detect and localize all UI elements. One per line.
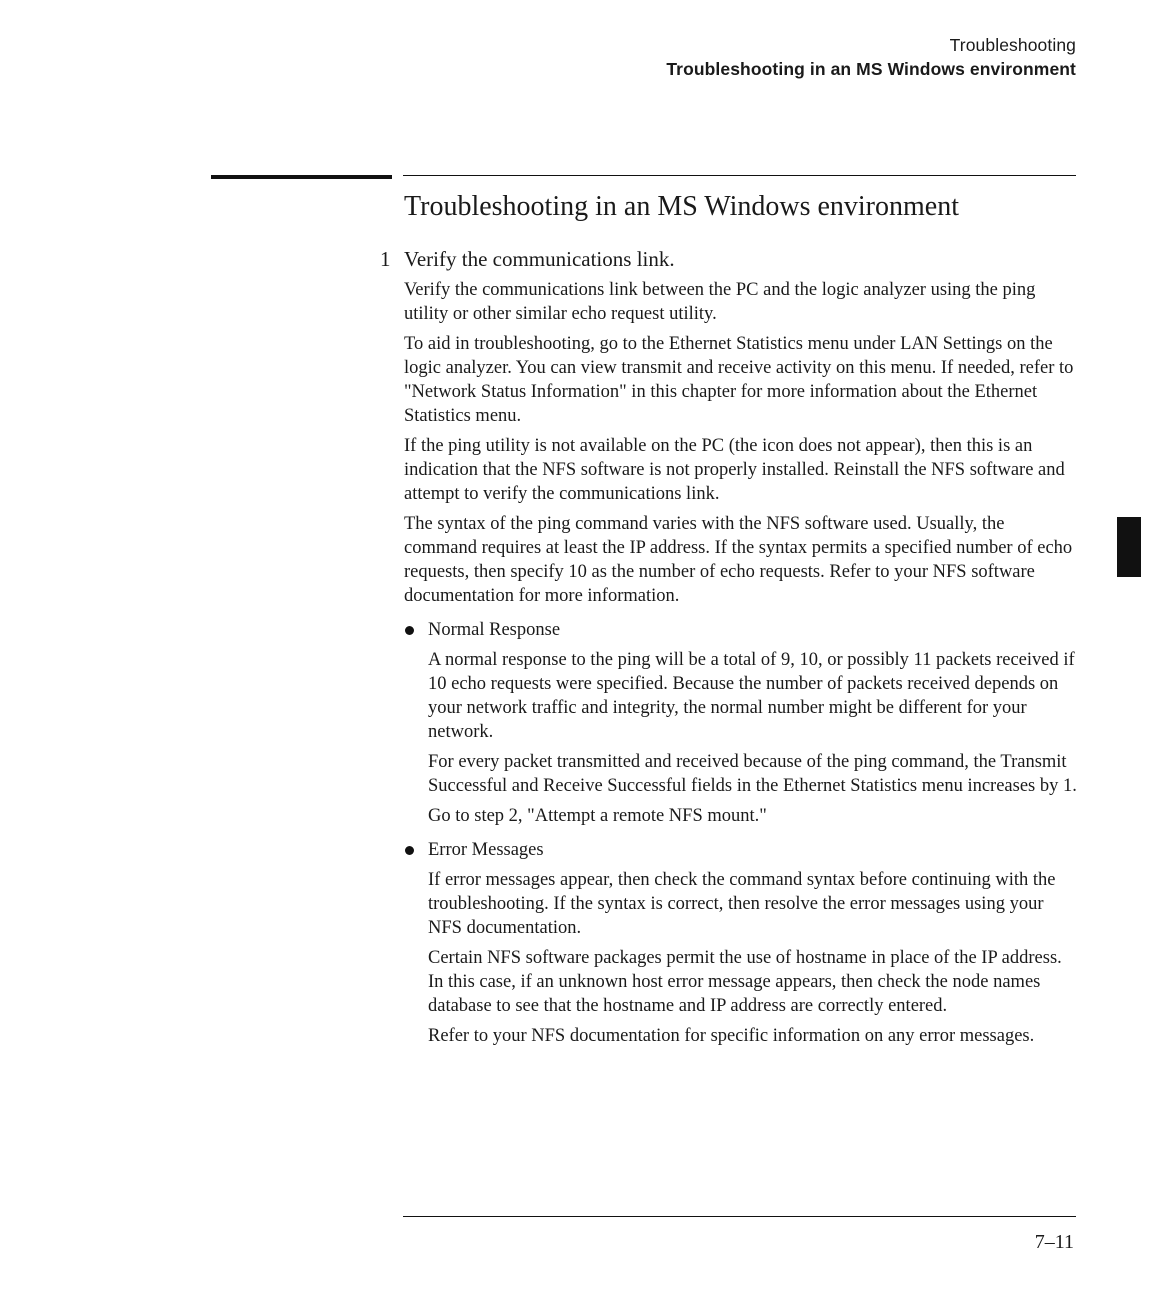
bullet-dot-icon (405, 846, 414, 855)
title-rule-thin (403, 175, 1076, 176)
running-header-chapter: Troubleshooting (949, 35, 1076, 55)
paragraph: To aid in troubleshooting, go to the Ethernet Statistics menu under LAN Settings on the logic analyzer. You can view transmit and receive activity on this menu. If needed, refer to "Network Status Information" in this chapter for more information about the Ethernet Statistics menu. (404, 334, 1074, 426)
paragraph: If the ping utility is not available on the PC (the icon does not appear), then this is an indication that the NFS software is not properly installed. Reinstall the NFS software and attempt to verify the communications link. (404, 436, 1065, 504)
bullet-label: Error Messages (428, 840, 544, 860)
bullet-error-messages (404, 838, 1080, 1048)
bullet-normal-response (404, 618, 1080, 828)
step-heading (380, 244, 1080, 274)
page-title: Troubleshooting in an MS Windows environment (404, 191, 959, 222)
step-body (380, 278, 1080, 1048)
bullet-body (428, 648, 1080, 828)
paragraph: Refer to your NFS documentation for specific information on any error messages. (428, 1026, 1035, 1046)
bullet-dot-icon (405, 626, 414, 635)
paragraph: Go to step 2, "Attempt a remote NFS mount." (428, 806, 767, 826)
step-number: 1 (380, 247, 391, 271)
paragraph: If error messages appear, then check the command syntax before continuing with the troubleshooting. If the syntax is correct, then resolve the error messages using your NFS documentation. (428, 870, 1056, 938)
page-number: 7–11 (1034, 1231, 1074, 1253)
paragraph: The syntax of the ping command varies with the NFS software used. Usually, the command requires at least the IP address. If the syntax permits a specified number of echo requests, then specify 10 as the number of echo requests. Refer to your NFS software documentation for more information. (404, 514, 1073, 606)
paragraph: Certain NFS software packages permit the use of hostname in place of the IP address. In this case, if an unknown host error message appears, then check the node names database to see that the hostname and IP address are correctly entered. (428, 948, 1062, 1016)
bullet-label: Normal Response (428, 620, 561, 640)
paragraph: For every packet transmitted and received because of the ping command, the Transmit Successful and Receive Successful fields in the Ethernet Statistics menu increases by 1. (428, 752, 1077, 796)
running-header (666, 33, 1076, 81)
bullet-body (428, 868, 1080, 1048)
running-header-section: Troubleshooting in an MS Windows environment (666, 59, 1076, 79)
paragraph: A normal response to the ping will be a total of 9, 10, or possibly 11 packets received if 10 echo requests were specified. Because the number of packets received depends on your network traffic and integrity, the normal number might be different for your network. (428, 650, 1075, 742)
footer-rule (403, 1216, 1076, 1217)
chapter-thumb-tab (1117, 517, 1141, 577)
step-heading-text: Verify the communications link. (404, 247, 675, 271)
paragraph: Verify the communications link between the PC and the logic analyzer using the ping utility or other similar echo request utility. (404, 280, 1036, 324)
title-rule-thick (211, 175, 392, 179)
step-1 (380, 244, 1080, 1054)
